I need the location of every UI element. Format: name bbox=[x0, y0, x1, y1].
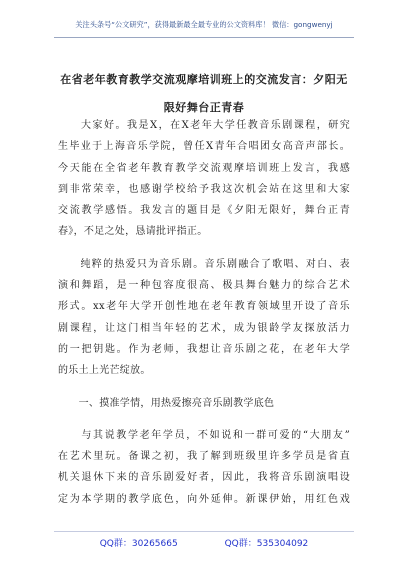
text-line: 机关退休下来的音乐剧爱好者，因此，我将音乐剧演唱设 bbox=[58, 472, 350, 484]
footer-qq-group-1: QQ群：30265665 bbox=[99, 539, 178, 549]
text-line: 演和舞蹈，是一种包容度很高、极具舞台魅力的综合艺术 bbox=[58, 280, 350, 292]
text-line: 的一把钥匙。作为老师，我想让音乐剧之花，在老年大学 bbox=[58, 343, 350, 355]
paragraph-teaching bbox=[58, 425, 350, 510]
text-line: 与其说教学老年学员，不如说和一群可爱的“大朋友” bbox=[58, 429, 350, 441]
footer bbox=[0, 536, 408, 549]
text-line: 纯粹的热爱只为音乐剧。音乐剧融合了歌唱、对白、表 bbox=[58, 258, 350, 270]
paragraph-gap bbox=[58, 414, 350, 425]
text-line: 的乐土上光芒绽放。 bbox=[58, 365, 151, 377]
text-line: 今天能在全省老年教育教学交流观摩培训班上发言，我感 bbox=[58, 162, 350, 174]
header-divider bbox=[54, 37, 354, 38]
text-line: 在艺术里玩。备课之初，我了解到班级里许多学员是省直 bbox=[58, 451, 350, 463]
heading-line: 一、摸准学情，用热爱擦亮音乐剧教学底色 bbox=[58, 397, 275, 409]
text-line: 定为本学期的教学底色，向外延伸。新课伊始，用红色戏 bbox=[58, 493, 350, 505]
title-line-2: 限好舞台正青春 bbox=[163, 101, 245, 114]
section-heading bbox=[58, 393, 350, 414]
text-line: 形式。xx老年大学开创性地在老年教育领域里开设了音乐 bbox=[58, 301, 350, 313]
text-line: 到非常荣幸，也感谢学校给予我这次机会站在这里和大家 bbox=[58, 183, 350, 195]
text-line: 剧课程，让这门相当年轻的艺术，成为银龄学友探放活力 bbox=[58, 322, 350, 334]
footer-divider bbox=[54, 531, 354, 532]
header-banner: 关注头条号“公文研究”，获得最新最全最专业的公文资料库！ 微信：gongwenyj bbox=[75, 20, 333, 29]
paragraph-gap bbox=[58, 243, 350, 254]
paragraph-gap bbox=[58, 382, 350, 393]
text-line: 生毕业于上海音乐学院，曾任X青年合唱团女高音声部长。 bbox=[58, 141, 350, 153]
document-title bbox=[50, 66, 358, 122]
text-line: 春》，不足之处，恳请批评指正。 bbox=[58, 226, 208, 238]
document-body bbox=[58, 115, 350, 510]
text-line: 大家好。我是X，在X老年大学任教音乐剧课程，研究 bbox=[58, 120, 350, 131]
footer-qq-group-2: QQ群：535304092 bbox=[224, 539, 309, 549]
text-line: 交流教学感悟。我发言的题目是《夕阳无限好，舞台正青 bbox=[58, 205, 350, 217]
title-line-1: 在省老年教育教学交流观摩培训班上的交流发言：夕阳无 bbox=[60, 73, 348, 86]
paragraph-music-theatre bbox=[58, 254, 350, 382]
paragraph-intro bbox=[58, 115, 350, 243]
